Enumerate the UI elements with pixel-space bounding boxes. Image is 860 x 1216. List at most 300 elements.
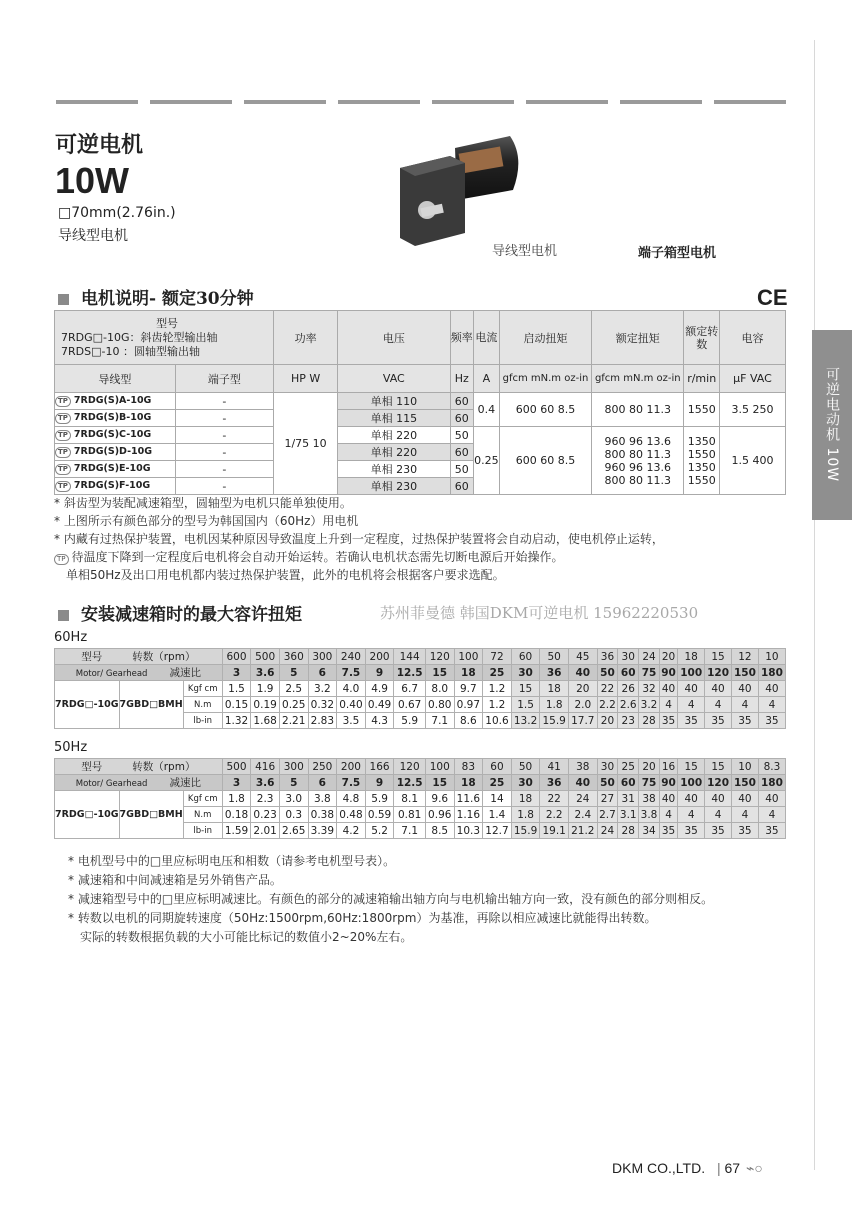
speed-cell: 41 bbox=[540, 759, 569, 775]
torque-cell: 2.21 bbox=[279, 713, 308, 729]
tp-icon: TP bbox=[55, 396, 71, 407]
tp-icon: TP bbox=[55, 481, 71, 492]
unit-cell: Kgf cm bbox=[183, 791, 222, 807]
power-title: 10W bbox=[55, 160, 130, 201]
torque-cell: 5.9 bbox=[394, 713, 426, 729]
torque-cell: 4 bbox=[678, 697, 705, 713]
gearhead-model: 7GBD□BMH bbox=[119, 791, 183, 839]
torque-cell: 1.8 bbox=[511, 807, 540, 823]
torque-cell: 4 bbox=[705, 697, 732, 713]
torque-cell: 35 bbox=[678, 823, 705, 839]
model-label bbox=[55, 649, 223, 665]
torque-cell: 0.38 bbox=[308, 807, 337, 823]
torque-cell: 9.6 bbox=[425, 791, 454, 807]
rated-torque-header: 额定扭矩 bbox=[592, 311, 684, 365]
torque-cell: 1.8 bbox=[540, 697, 569, 713]
mg-text: Motor/ Gearhead bbox=[75, 669, 148, 679]
torque-cell: 4.8 bbox=[337, 791, 366, 807]
torque-cell: 34 bbox=[639, 823, 660, 839]
speed-cell: 416 bbox=[251, 759, 280, 775]
tp-icon: TP bbox=[55, 430, 71, 441]
torque-cell: 3.5 bbox=[337, 713, 366, 729]
torque-cell: 40 bbox=[732, 681, 759, 697]
speed-cell: 72 bbox=[483, 649, 512, 665]
spec-table bbox=[54, 310, 786, 495]
torque-cell: 9.7 bbox=[454, 681, 483, 697]
torque-cell: 20 bbox=[568, 681, 597, 697]
capacitor-header: 电容 bbox=[719, 311, 785, 365]
torque-cell: 1.2 bbox=[483, 697, 512, 713]
ratio-cell: 150 bbox=[732, 775, 759, 791]
model-label-text: 型号 bbox=[81, 761, 103, 773]
motor-model: 7RDG□-10G bbox=[55, 681, 120, 729]
ratio-cell: 3 bbox=[222, 775, 251, 791]
torque-cell: 1.4 bbox=[483, 807, 512, 823]
capacitor-cell: 3.5 250 bbox=[719, 393, 785, 427]
model-label-text: 型号 bbox=[81, 651, 103, 663]
torque-cell: 12.7 bbox=[483, 823, 512, 839]
torque-cell: 4 bbox=[758, 697, 785, 713]
speed-cell: 45 bbox=[568, 649, 597, 665]
torque-row-kgf bbox=[55, 791, 786, 807]
torque-cell: 1.9 bbox=[251, 681, 280, 697]
torque-cell: 0.32 bbox=[308, 697, 337, 713]
ratio-cell: 50 bbox=[597, 665, 618, 681]
gearhead-model: 7GBD□BMH bbox=[119, 681, 183, 729]
ratio-cell: 36 bbox=[540, 665, 569, 681]
voltage-cell: 单相 110 bbox=[338, 393, 451, 410]
terminal-cell: - bbox=[175, 427, 273, 444]
model-row: TP 7RDG(S)A-10G bbox=[55, 393, 176, 410]
speed-cell: 25 bbox=[618, 759, 639, 775]
speed-cell: 240 bbox=[337, 649, 366, 665]
torque-cell: 23 bbox=[618, 713, 639, 729]
voltage-unit: VAC bbox=[338, 365, 451, 393]
speed-cell: 120 bbox=[425, 649, 454, 665]
ratio-cell: 180 bbox=[758, 775, 785, 791]
ratio-cell: 100 bbox=[678, 665, 705, 681]
ratio-cell: 7.5 bbox=[337, 775, 366, 791]
torque-cell: 2.01 bbox=[251, 823, 280, 839]
page-title: 可逆电机 bbox=[55, 132, 144, 158]
torque-cell: 35 bbox=[758, 823, 785, 839]
ratio-text: 减速比 bbox=[169, 667, 201, 679]
speed-cell: 100 bbox=[425, 759, 454, 775]
company-name: DKM CO.,LTD. bbox=[612, 1160, 706, 1176]
speed-cell: 100 bbox=[454, 649, 483, 665]
torque-cell: 0.18 bbox=[222, 807, 251, 823]
torque-cell: 20 bbox=[597, 713, 618, 729]
speed-cell: 500 bbox=[251, 649, 280, 665]
hz50-label: 50Hz bbox=[54, 740, 88, 755]
terminal-cell: - bbox=[175, 410, 273, 427]
torque-cell: 3.8 bbox=[308, 791, 337, 807]
torque-cell: 11.6 bbox=[454, 791, 483, 807]
terminal-cell: - bbox=[175, 444, 273, 461]
torque-cell: 8.6 bbox=[454, 713, 483, 729]
speed-cell: 500 bbox=[222, 759, 251, 775]
torque-cell: 2.3 bbox=[251, 791, 280, 807]
torque-cell: 35 bbox=[659, 713, 677, 729]
torque-cell: 8.5 bbox=[425, 823, 454, 839]
torque-cell: 0.3 bbox=[279, 807, 308, 823]
torque-cell: 40 bbox=[705, 681, 732, 697]
rated-torque-cell: 800 80 11.3 bbox=[592, 393, 684, 427]
torque-cell: 0.40 bbox=[337, 697, 366, 713]
torque-cell: 10.6 bbox=[483, 713, 512, 729]
torque-cell: 35 bbox=[678, 713, 705, 729]
ratio-cell: 25 bbox=[483, 775, 512, 791]
ratio-cell: 6 bbox=[308, 665, 337, 681]
torque-cell: 4 bbox=[732, 807, 759, 823]
torque-cell: 35 bbox=[732, 713, 759, 729]
torque-cell: 38 bbox=[639, 791, 660, 807]
ratio-cell: 60 bbox=[618, 665, 639, 681]
model-row: TP 7RDG(S)B-10G bbox=[55, 410, 176, 427]
torque-cell: 1.2 bbox=[483, 681, 512, 697]
speed-cell: 50 bbox=[540, 649, 569, 665]
torque-cell: 1.8 bbox=[222, 791, 251, 807]
torque-cell: 0.15 bbox=[222, 697, 251, 713]
torque-cell: 40 bbox=[758, 681, 785, 697]
hz60-label: 60Hz bbox=[54, 630, 88, 645]
torque-cell: 4 bbox=[732, 697, 759, 713]
page-ornament-icon: ⌁○ bbox=[745, 1160, 763, 1176]
speed-cell: 38 bbox=[568, 759, 597, 775]
torque-cell: 2.7 bbox=[597, 807, 618, 823]
lead-type-header: 导线型 bbox=[55, 365, 176, 393]
ratio-cell: 150 bbox=[732, 665, 759, 681]
rated-torque-cell: 960 96 13.6 800 80 11.3 960 96 13.6 800 80 11.3 bbox=[592, 427, 684, 495]
torque-cell: 0.25 bbox=[279, 697, 308, 713]
ratio-cell: 15 bbox=[425, 665, 454, 681]
motor-gearhead-label bbox=[55, 775, 223, 791]
torque-cell: 1.59 bbox=[222, 823, 251, 839]
torque-cell: 28 bbox=[618, 823, 639, 839]
start-torque-cell: 600 60 8.5 bbox=[499, 427, 591, 495]
torque-cell: 17.7 bbox=[568, 713, 597, 729]
rated-torque-unit: gfcm mN.m oz-in bbox=[592, 365, 684, 393]
freq-cell: 60 bbox=[450, 444, 473, 461]
torque-cell: 15.9 bbox=[511, 823, 540, 839]
torque-cell: 4 bbox=[758, 807, 785, 823]
speed-unit: r/min bbox=[684, 365, 720, 393]
motor-model: 7RDG□-10G bbox=[55, 791, 120, 839]
speed-label-text: 转数（rpm） bbox=[132, 651, 196, 663]
torque-cell: 40 bbox=[678, 791, 705, 807]
torque-cell: 35 bbox=[659, 823, 677, 839]
ratio-cell: 36 bbox=[540, 775, 569, 791]
torque-cell: 21.2 bbox=[568, 823, 597, 839]
torque-cell: 0.59 bbox=[365, 807, 394, 823]
speed-cell: 18 bbox=[678, 649, 705, 665]
torque-cell: 18 bbox=[511, 791, 540, 807]
ratio-cell: 7.5 bbox=[337, 665, 366, 681]
speed-cell: 36 bbox=[597, 649, 618, 665]
speed-cell: 200 bbox=[337, 759, 366, 775]
speed-cell: 200 bbox=[365, 649, 394, 665]
speed-cell: 60 bbox=[511, 649, 540, 665]
ratio-cell: 90 bbox=[661, 776, 676, 789]
footer: DKM CO.,LTD. | 67 ⌁○ bbox=[612, 1160, 763, 1176]
ratio-cell: 3.6 bbox=[251, 665, 280, 681]
voltage-cell: 单相 230 bbox=[338, 478, 451, 495]
torque-cell: 18 bbox=[540, 681, 569, 697]
ratio-cell: 12.5 bbox=[394, 775, 426, 791]
torque-cell: 0.49 bbox=[365, 697, 394, 713]
speed-cell: 300 bbox=[308, 649, 337, 665]
model-row: TP 7RDG(S)F-10G bbox=[55, 478, 176, 495]
speed-cell: 8.3 bbox=[758, 759, 785, 775]
speed-cell: 1550 bbox=[684, 393, 720, 427]
ratio-cell: 60 bbox=[618, 775, 639, 791]
speed-label-text: 转数（rpm） bbox=[132, 761, 196, 773]
motor-type: 导线型电机 bbox=[58, 228, 128, 244]
model-row: TP 7RDG(S)C-10G bbox=[55, 427, 176, 444]
voltage-header: 电压 bbox=[338, 311, 451, 365]
tp-icon: TP bbox=[55, 413, 71, 424]
ce-mark-icon: CE bbox=[757, 285, 788, 310]
speed-cell: 60 bbox=[483, 759, 512, 775]
motor-gearhead-label bbox=[55, 665, 223, 681]
torque-cell: 5.2 bbox=[365, 823, 394, 839]
torque-cell: 4.0 bbox=[337, 681, 366, 697]
torque-cell: 1.5 bbox=[222, 681, 251, 697]
torque-cell: 32 bbox=[639, 681, 660, 697]
torque-cell: 40 bbox=[659, 681, 677, 697]
torque-cell: 4 bbox=[659, 807, 677, 823]
ratio-cell: 18 bbox=[454, 775, 483, 791]
model-label bbox=[55, 759, 223, 775]
freq-cell: 50 bbox=[450, 461, 473, 478]
unit-cell: N.m bbox=[183, 697, 222, 713]
terminal-cell: - bbox=[175, 478, 273, 495]
speed-cell: 10 bbox=[758, 649, 785, 665]
freq-cell: 60 bbox=[450, 393, 473, 410]
freq-cell: 60 bbox=[450, 478, 473, 495]
torque-cell: 10.3 bbox=[454, 823, 483, 839]
model-row: TP 7RDG(S)D-10G bbox=[55, 444, 176, 461]
speed-cell: 300 bbox=[279, 759, 308, 775]
torque-cell: 3.1 bbox=[618, 807, 639, 823]
torque-cell: 22 bbox=[540, 791, 569, 807]
speed-cell: 15 bbox=[678, 759, 705, 775]
ratio-cell: 9 bbox=[365, 775, 394, 791]
voltage-cell: 单相 230 bbox=[338, 461, 451, 478]
torque-cell: 4 bbox=[659, 697, 677, 713]
speed-cell: 20 bbox=[659, 649, 677, 665]
voltage-cell: 单相 220 bbox=[338, 444, 451, 461]
motor-image bbox=[395, 128, 535, 258]
ratio-cell: 180 bbox=[758, 665, 785, 681]
torque-cell: 40 bbox=[659, 791, 677, 807]
ratio-cell: 12.5 bbox=[394, 665, 426, 681]
torque-cell: 1.16 bbox=[454, 807, 483, 823]
side-divider bbox=[814, 40, 815, 1170]
ratio-cell: 18 bbox=[454, 665, 483, 681]
torque-cell: 15 bbox=[511, 681, 540, 697]
motor-size: □70mm(2.76in.) bbox=[58, 205, 176, 221]
torque-cell: 14 bbox=[483, 791, 512, 807]
speed-cell: 15 bbox=[705, 649, 732, 665]
torque-cell: 8.1 bbox=[394, 791, 426, 807]
torque-cell: 0.67 bbox=[394, 697, 426, 713]
torque-cell: 4.2 bbox=[337, 823, 366, 839]
torque-cell: 40 bbox=[758, 791, 785, 807]
current-unit: A bbox=[473, 365, 499, 393]
section-bullet-icon bbox=[58, 610, 69, 621]
ratio-text: 减速比 bbox=[169, 777, 201, 789]
ratio-cell: 120 bbox=[705, 665, 732, 681]
torque-cell: 0.48 bbox=[337, 807, 366, 823]
torque-cell: 0.19 bbox=[251, 697, 280, 713]
caption-terminal-type: 端子箱型电机 bbox=[638, 246, 717, 261]
freq-unit: Hz bbox=[450, 365, 473, 393]
torque-cell: 7.1 bbox=[425, 713, 454, 729]
torque-cell: 1.5 bbox=[511, 697, 540, 713]
torque-cell: 2.6 bbox=[618, 697, 639, 713]
ratio-cell: 30 bbox=[511, 775, 540, 791]
torque-cell: 4.9 bbox=[365, 681, 394, 697]
speed-cell: 166 bbox=[365, 759, 394, 775]
ratio-cell: 6 bbox=[308, 775, 337, 791]
power-unit: HP W bbox=[274, 365, 338, 393]
ratio-cell: 3 bbox=[222, 665, 251, 681]
model-row: TP 7RDG(S)E-10G bbox=[55, 461, 176, 478]
speed-cell: 1350 1550 1350 1550 bbox=[684, 427, 720, 495]
voltage-cell: 单相 115 bbox=[338, 410, 451, 427]
torque-cell: 0.80 bbox=[425, 697, 454, 713]
torque-cell: 0.23 bbox=[251, 807, 280, 823]
torque-cell: 15.9 bbox=[540, 713, 569, 729]
unit-cell: lb-in bbox=[183, 713, 222, 729]
rated-speed-header: 额定转数 bbox=[684, 311, 720, 365]
torque-cell: 24 bbox=[568, 791, 597, 807]
ratio-cell: 40 bbox=[568, 775, 597, 791]
torque-cell: 31 bbox=[618, 791, 639, 807]
start-torque-header: 启动扭矩 bbox=[499, 311, 591, 365]
freq-cell: 50 bbox=[450, 427, 473, 444]
torque-cell: 0.97 bbox=[454, 697, 483, 713]
speed-cell: 50 bbox=[511, 759, 540, 775]
torque-cell: 5.9 bbox=[365, 791, 394, 807]
start-torque-cell: 600 60 8.5 bbox=[499, 393, 591, 427]
speed-cell: 250 bbox=[308, 759, 337, 775]
spec-notes: * 斜齿型为装配减速箱型，圆轴型为电机只能单独使用。 * 上图所示有颜色部分的型号为韩国国内（60Hz）用电机 * 内藏有过热保护装置，电机因某种原因导致温度上升到一定程度，过热保护装置将会自动启动，使电机停止运转， TP 待温度下降到一定程度后电机将会自动开始运转。若确认电机状态需先切断电源后开始操作。 单相50Hz及出口用电机都内装过热保护装置，此外的电机将会根据客户要求选配。 bbox=[54, 496, 664, 582]
torque-cell: 1.68 bbox=[251, 713, 280, 729]
ratio-cell: 100 bbox=[678, 775, 705, 791]
ratio-cell: 25 bbox=[483, 665, 512, 681]
torque-cell: 26 bbox=[618, 681, 639, 697]
speed-cell: 20 bbox=[639, 759, 660, 775]
current-cell: 0.25 bbox=[473, 427, 499, 495]
current-header: 电流 bbox=[473, 311, 499, 365]
torque-cell: 4.3 bbox=[365, 713, 394, 729]
speed-cell: 12 bbox=[732, 649, 759, 665]
torque-cell: 1.32 bbox=[222, 713, 251, 729]
torque-cell: 6.7 bbox=[394, 681, 426, 697]
terminal-cell: - bbox=[175, 461, 273, 478]
torque-cell: 2.4 bbox=[568, 807, 597, 823]
section-torque-title: 安装减速箱时的最大容许扭矩 bbox=[58, 600, 302, 625]
torque-cell: 0.96 bbox=[425, 807, 454, 823]
torque-cell: 40 bbox=[678, 681, 705, 697]
unit-cell: Kgf cm bbox=[183, 681, 222, 697]
speed-cell: 30 bbox=[597, 759, 618, 775]
torque-cell: 22 bbox=[597, 681, 618, 697]
torque-table-50hz bbox=[54, 758, 786, 839]
ratio-cell: 75 bbox=[639, 665, 660, 681]
terminal-type-header: 端子型 bbox=[175, 365, 273, 393]
capacitor-cell: 1.5 400 bbox=[719, 427, 785, 495]
torque-cell: 2.5 bbox=[279, 681, 308, 697]
start-torque-unit: gfcm mN.m oz-in bbox=[499, 365, 591, 393]
speed-cell: 360 bbox=[279, 649, 308, 665]
ratio-cell: 3.6 bbox=[251, 775, 280, 791]
ratio-cell: 5 bbox=[279, 775, 308, 791]
freq-header: 频率 bbox=[450, 311, 473, 365]
ratio-row bbox=[55, 665, 786, 681]
torque-cell: 35 bbox=[705, 713, 732, 729]
speed-cell: 16 bbox=[659, 759, 677, 775]
torque-cell: 24 bbox=[597, 823, 618, 839]
speed-cell: 120 bbox=[394, 759, 426, 775]
watermark: 苏州菲曼德 韩国DKM可逆电机 15962220530 bbox=[380, 604, 699, 622]
torque-cell: 4 bbox=[678, 807, 705, 823]
torque-cell: 28 bbox=[639, 713, 660, 729]
speed-cell: 24 bbox=[639, 649, 660, 665]
torque-cell: 7.1 bbox=[394, 823, 426, 839]
speed-cell: 600 bbox=[222, 649, 251, 665]
torque-cell: 40 bbox=[732, 791, 759, 807]
power-header: 功率 bbox=[274, 311, 338, 365]
torque-table-60hz bbox=[54, 648, 786, 729]
torque-cell: 4 bbox=[705, 807, 732, 823]
tp-icon: TP bbox=[55, 464, 71, 475]
torque-cell: 3.39 bbox=[308, 823, 337, 839]
torque-cell: 2.2 bbox=[597, 697, 618, 713]
capacitor-unit: μF VAC bbox=[719, 365, 785, 393]
torque-cell: 3.8 bbox=[639, 807, 660, 823]
torque-row-kgf bbox=[55, 681, 786, 697]
speed-cell: 10 bbox=[732, 759, 759, 775]
ratio-cell: 40 bbox=[568, 665, 597, 681]
section-bullet-icon bbox=[58, 294, 69, 305]
torque-cell: 2.83 bbox=[308, 713, 337, 729]
torque-cell: 2.65 bbox=[279, 823, 308, 839]
power-value: 1/75 10 bbox=[274, 393, 338, 495]
torque-cell: 3.2 bbox=[308, 681, 337, 697]
caption-lead-type: 导线型电机 bbox=[492, 244, 558, 259]
unit-cell: N.m bbox=[183, 807, 222, 823]
ratio-row bbox=[55, 775, 786, 791]
torque-cell: 13.2 bbox=[511, 713, 540, 729]
torque-cell: 19.1 bbox=[540, 823, 569, 839]
speed-cell: 144 bbox=[394, 649, 426, 665]
ratio-cell: 120 bbox=[705, 775, 732, 791]
ratio-cell: 5 bbox=[279, 665, 308, 681]
torque-cell: 8.0 bbox=[425, 681, 454, 697]
torque-cell: 3.2 bbox=[639, 697, 660, 713]
speed-cell: 83 bbox=[454, 759, 483, 775]
ratio-cell: 90 bbox=[661, 666, 676, 679]
torque-notes: * 电机型号中的□里应标明电压和相数（请参考电机型号表）。 * 减速箱和中间减速箱是另外销售产品。 * 减速箱型号中的□里应标明减速比。有颜色的部分的减速箱输出轴方向与电机输出轴方向一致，没有颜色的部分则相反。 * 转数以电机的同期旋转速度（50Hz:1500rpm,60Hz:1800rpm）为基准，再除以相应减速比就能得出转数。 实际的转数根据负载的大小可能比标记的数值小2~20%左右。 bbox=[68, 854, 714, 944]
speed-row bbox=[55, 649, 786, 665]
torque-cell: 35 bbox=[705, 823, 732, 839]
speed-cell: 15 bbox=[705, 759, 732, 775]
torque-cell: 2.2 bbox=[540, 807, 569, 823]
model-header: 型号 7RDG□-10G：斜齿轮型输出轴 7RDS□-10 ：圆轴型输出轴 bbox=[55, 311, 274, 365]
